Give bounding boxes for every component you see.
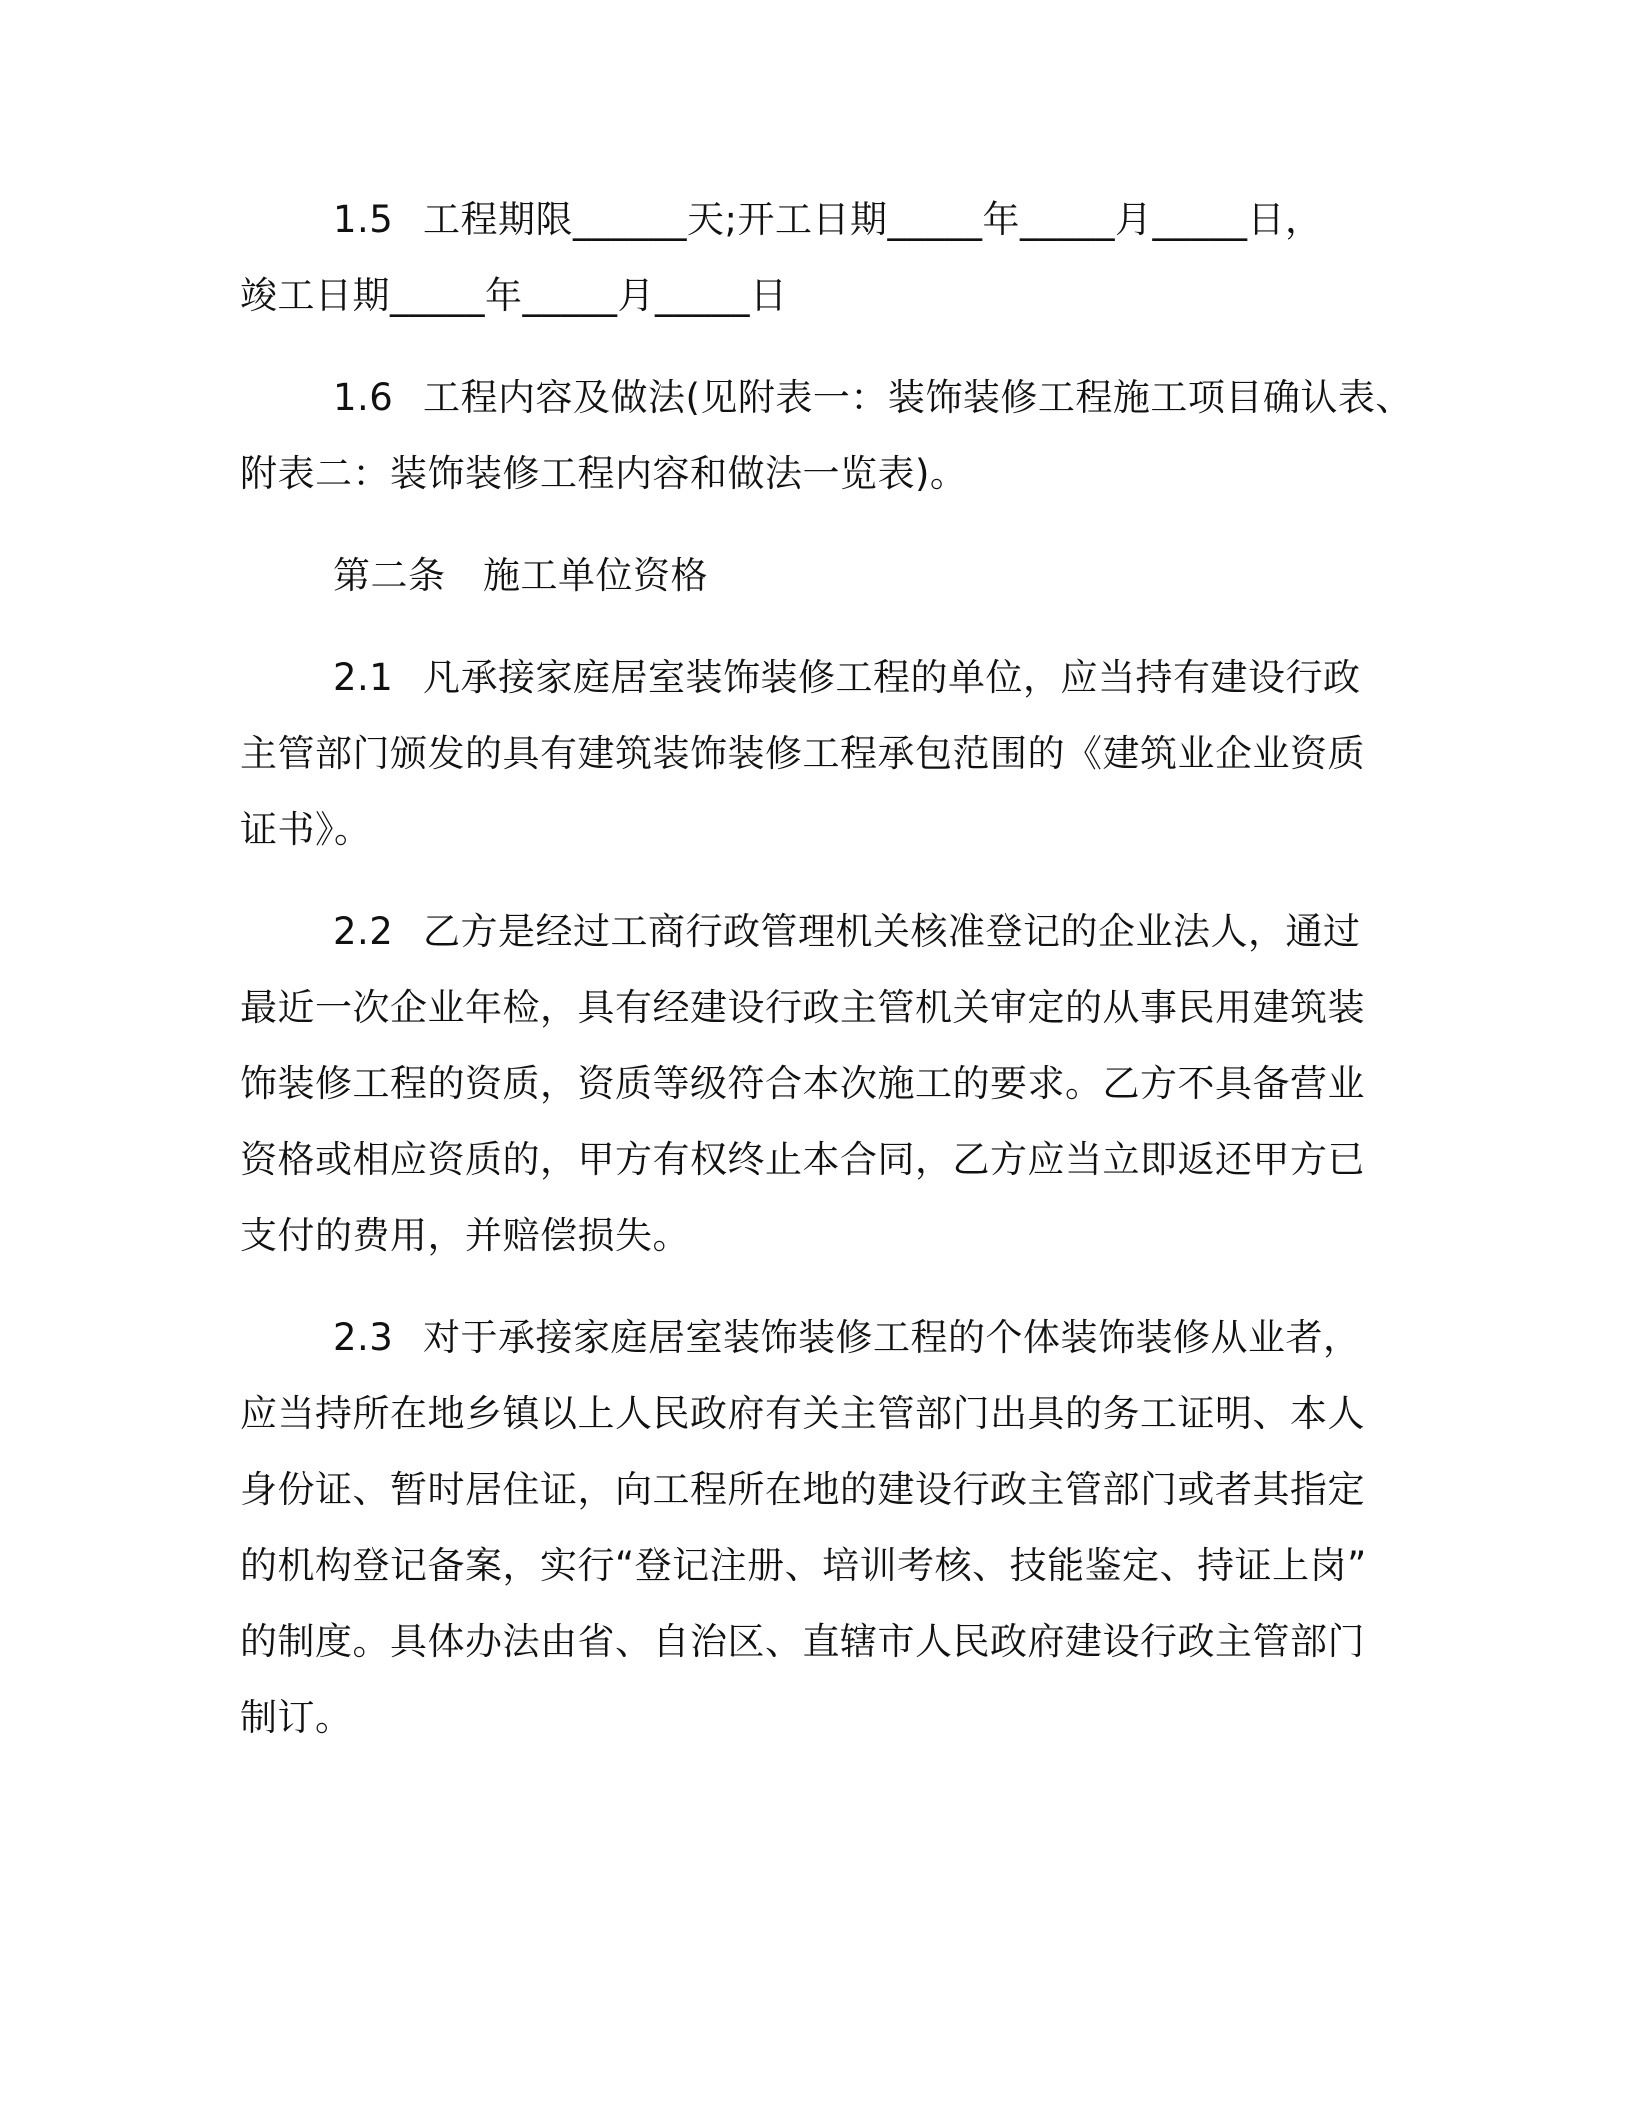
clause-text: 乙方是经过工商行政管理机关核准登记的企业法人，通过 [423, 910, 1361, 953]
clause-2-3-line-4: 的机构登记备案，实行“登记注册、培训考核、技能鉴定、持证上岗” [240, 1544, 1367, 1587]
clause-text: 对于承接家庭居室装饰装修工程的个体装饰装修从业者， [423, 1316, 1361, 1359]
clause-2-3-line-6: 制订。 [240, 1696, 353, 1739]
clause-text: 凡承接家庭居室装饰装修工程的单位，应当持有建设行政 [423, 656, 1361, 699]
clause-number: 2.1 [333, 656, 394, 699]
clause-text: 工程内容及做法(见附表一：装饰装修工程施工项目确认表、 [423, 376, 1413, 419]
clause-1-6-line-1 [333, 374, 1413, 422]
clause-2-2-line-3: 饰装修工程的资质，资质等级符合本次施工的要求。乙方不具备营业 [240, 1062, 1365, 1105]
clause-1-5-line-1 [333, 196, 1322, 244]
clause-2-1-line-3: 证书》。 [240, 808, 372, 851]
clause-2-1-line-2: 主管部门颁发的具有建筑装饰装修工程承包范围的《建筑业企业资质 [240, 732, 1365, 775]
clause-2-3-line-5: 的制度。具体办法由省、自治区、直辖市人民政府建设行政主管部门 [240, 1620, 1365, 1663]
clause-text: 工程期限______天;开工日期_____年_____月_____日， [423, 198, 1323, 241]
clause-number: 1.6 [333, 376, 394, 419]
clause-1-6-line-2: 附表二：装饰装修工程内容和做法一览表)。 [240, 452, 968, 495]
clause-2-2-line-4: 资格或相应资质的，甲方有权终止本合同，乙方应当立即返还甲方已 [240, 1138, 1365, 1181]
clause-2-3-line-3: 身份证、暂时居住证，向工程所在地的建设行政主管部门或者其指定 [240, 1468, 1365, 1511]
clause-2-2-line-5: 支付的费用，并赔偿损失。 [240, 1214, 690, 1257]
clause-number: 2.2 [333, 910, 394, 953]
article-2-heading: 第二条 施工单位资格 [333, 554, 708, 597]
clause-number: 1.5 [333, 198, 394, 241]
clause-number: 2.3 [333, 1316, 394, 1359]
clause-2-1-line-1 [333, 654, 1361, 702]
clause-2-3-line-2: 应当持所在地乡镇以上人民政府有关主管部门出具的务工证明、本人 [240, 1392, 1365, 1435]
clause-2-3-line-1 [333, 1314, 1361, 1362]
clause-2-2-line-2: 最近一次企业年检，具有经建设行政主管机关审定的从事民用建筑装 [240, 986, 1365, 1029]
clause-1-5-line-2: 竣工日期_____年_____月_____日 [240, 274, 788, 317]
clause-2-2-line-1 [333, 908, 1361, 956]
